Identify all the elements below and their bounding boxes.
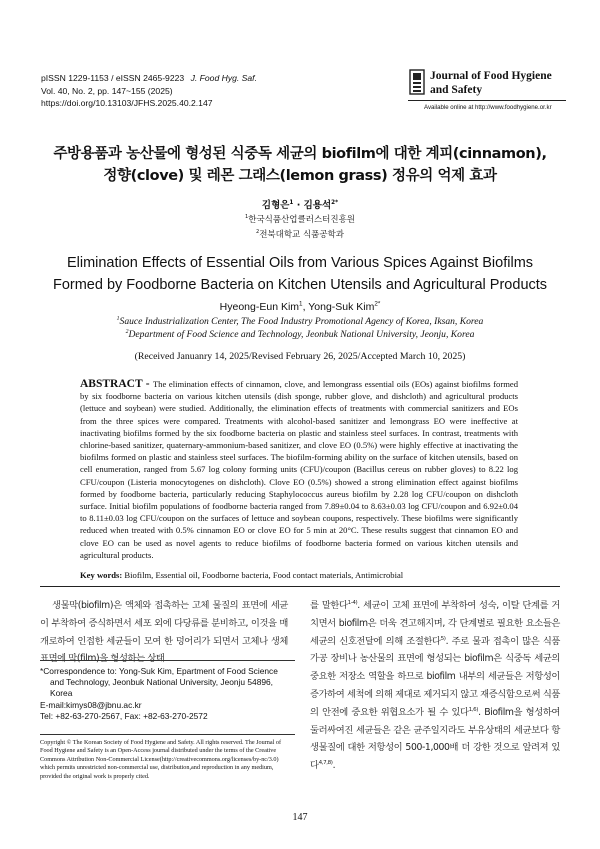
english-author-2-sup: 2* xyxy=(374,300,381,308)
correspondence-line2: and Technology, Jeonbuk National University, Jeonju 54896, xyxy=(50,677,274,688)
correspondence-phone: Tel: +82-63-270-2567, Fax: +82-63-270-2572 xyxy=(40,710,208,721)
keywords-label: Key words: xyxy=(80,570,125,580)
footnote-divider xyxy=(40,660,295,661)
copyright-divider xyxy=(40,734,295,735)
english-aff2-text: Department of Food Science and Technology, Jeonbuk National University, Jeonju, Korea xyxy=(128,328,475,340)
journal-emblem-icon xyxy=(408,69,428,97)
body-left-column: 생물막(biofilm)은 액체와 접촉하는 고체 물질의 표면에 세균이 부착하여 증식하면서 세포 외에 다당류를 분비하고, 이것을 매개로하여 인접한 세균들이 모여 한 덩어리가 되면서 고체나 생체 표면에 막(film)을 형성하는 상태 xyxy=(40,600,288,665)
english-author-sep: , xyxy=(302,301,309,313)
korean-author-1-sup: 1 xyxy=(289,199,294,206)
journal-name-line2: and Safety xyxy=(430,84,483,96)
body-right-text-3: . 주로 물과 접촉이 많은 식품가공 장비나 농산물의 표면에 형성되는 biofilm은 식중독 세균의 중요한 저장소 역할을 하므로 biofilm 내부의 세균들은 저항성이 증가하여 세척에 의해 제대로 제거되지 않고 재증식함으로써 식품의 안전에 중요한 위협요소가 될 수 있다 xyxy=(310,635,560,718)
section-divider xyxy=(40,586,560,587)
korean-affiliation-1 xyxy=(0,213,600,225)
keywords-text: Biofilm, Essential oil, Foodborne bacteria, Food contact materials, Antimicrobial xyxy=(124,570,404,580)
abstract-label: ABSTRACT - xyxy=(80,378,153,390)
korean-author-1: 김형은 xyxy=(261,200,290,211)
korean-author-2-sup: 2* xyxy=(331,199,339,206)
english-affiliation-2 xyxy=(40,329,560,342)
correspondence-line3: Korea xyxy=(50,688,73,699)
logo-divider xyxy=(408,100,566,101)
english-aff1-sup: 1 xyxy=(116,315,120,322)
body-right-text-2: . 세균이 고체 표면에 부착하여 성숙, 이탈 단계를 거치면서 biofilm은 더욱 견고해지며, 각 단계별로 필요한 요소들은 세균의 신호전달에 의해 조절한다 xyxy=(310,600,560,647)
english-authors xyxy=(0,301,600,313)
english-aff2-sup: 2 xyxy=(125,328,129,335)
received-dates: (Received Januanry 14, 2025/Revised February 26, 2025/Accepted March 10, 2025) xyxy=(134,351,466,362)
korean-aff2-text: 전북대학교 식품공학과 xyxy=(259,230,345,240)
citation-ref-2: 5) xyxy=(440,635,446,642)
korean-title xyxy=(40,143,560,187)
english-author-1-sup: 1 xyxy=(299,300,303,308)
journal-name-line1: Journal of Food Hygiene xyxy=(430,70,552,82)
volume-info: Vol. 40, No. 2, pp. 147~155 (2025) xyxy=(41,85,173,96)
journal-abbrev: J. Food Hyg. Saf. xyxy=(190,73,257,83)
correspondence-email[interactable]: E-mail:kimys08@jbnu.ac.kr xyxy=(40,699,142,710)
korean-aff1-sup: 1 xyxy=(245,214,249,221)
page-number: 147 xyxy=(292,812,308,823)
body-right-column xyxy=(310,597,560,775)
english-affiliation-1 xyxy=(40,316,560,329)
english-title-line2: Formed by Foodborne Bacteria on Kitchen Utensils and Agricultural Products xyxy=(52,277,548,293)
english-author-1: Hyeong-Eun Kim xyxy=(219,301,300,313)
citation-ref-4: 4,7,8) xyxy=(318,760,333,767)
english-title xyxy=(40,252,560,296)
issn-line xyxy=(41,72,257,85)
korean-author-sep: · xyxy=(293,200,304,211)
english-affiliations xyxy=(40,316,560,341)
korean-authors xyxy=(0,197,600,211)
available-online[interactable]: Available online at http://www.foodhygiene.or.kr xyxy=(424,104,552,111)
english-author-2: Yong-Suk Kim xyxy=(308,301,375,313)
copyright-notice: Copyright © The Korean Society of Food Hygiene and Safety. All rights reserved. The Journal of Food Hygiene and Safety is an Open-Access journal distributed under the terms of the Creative Commons Attribution Non-Commercial License(http://creativecommons.org/licenses/by-nc/3.0) which permits unrestricted non-commercial use, distribution,and reproduction in any medium, provided the original work is properly cited. xyxy=(40,739,282,780)
journal-meta xyxy=(41,72,257,110)
body-right-text-4: . Biofilm을 형성하여 둘러싸여진 세균들은 같은 균주일지라도 부유상태의 세균보다 항생물질에 대한 저항성이 500-1,000배 더 강한 것으로 알려져 있다 xyxy=(310,706,560,772)
body-right-text-5: . xyxy=(332,760,336,772)
english-title-line1: Elimination Effects of Essential Oils from Various Spices Against Biofilms xyxy=(66,255,534,271)
body-right-text-1: 를 말한다 xyxy=(310,600,348,611)
journal-logo xyxy=(408,67,568,115)
abstract-text: The elimination effects of cinnamon, clove, and lemongrass essential oils (EOs) against biofilms formed by six foodborne bacteria on various kitchen utensils (dish sponge, rubber glove, and dishcloth) and agricultural products (lettuce and soybean) were studied. Additionally, the elimination effects of treatments with commercial sanitizers and EOs from the three spices were compared. Treatments with alcohol-based sanitizer and lemongrass EO were ineffective at inactivating biofilms formed by the six foodborne bacteria on plastic and stainless steel surfaces. In contrast, treatments with chlorine-based sanitizer, quaternary-ammonium-based sanitizer, and clove EO (0.5%) were highly effective at inactivating the biofilms formed on plastic and stainless steel surfaces. The biofilm-forming ability on the surface of kitchen utensils, based on cell enumeration, ranged from 5.67 log colony forming units (CFU)/coupon (Bacillus cereus on rubber gloves) to 8.22 log CFU/coupon (Listeria monocytogenes on dishcloth). Clove EO (0.5%) showed a strong elimination effect against biofilms formed by foodborne bacteria, particularly reducing Staphylococcus aureus biofilm by 2.28 log CFU/coupon on dishcloth surface. Initial biofilm populations of foodborne bacteria ranged from 7.89±0.04 to 8.63±0.03 log CFU/coupon and 6.92±0.04 to 8.11±0.03 log CFU/coupon on the surfaces of lettuce and soybean coupons, respectively. These biofilms were significantly reduced when treated with 0.5% cinnamon EO or clove EO for 5 min at 20°C. These results suggest that cinnamon EO and clove EO can be used as novel agents to reduce biofilms of foodborne bacteria formed on various kitchen utensils and agricultural products. xyxy=(80,379,519,560)
korean-author-2: 김용석 xyxy=(303,200,332,211)
korean-affiliation-2 xyxy=(0,228,600,240)
abstract xyxy=(80,378,518,561)
korean-title-line2: 정향(clove) 및 레몬 그래스(lemon grass) 정유의 억제 효과 xyxy=(103,168,497,184)
korean-title-line1: 주방용품과 농산물에 형성된 식중독 세균의 biofilm에 대한 계피(cinnamon), xyxy=(53,146,547,162)
issn: pISSN 1229-1153 / eISSN 2465-9223 xyxy=(41,73,185,83)
keywords xyxy=(80,570,518,580)
english-aff1-text: Sauce Industrialization Center, The Food Industry Promotional Agency of Korea, Iksan, Korea xyxy=(119,316,484,327)
citation-ref-1: 1-4) xyxy=(347,599,358,606)
korean-aff1-text: 한국식품산업클러스터진흥원 xyxy=(248,215,355,225)
doi-link[interactable]: https://doi.org/10.13103/JFHS.2025.40.2.147 xyxy=(41,98,213,108)
korean-aff2-sup: 2 xyxy=(255,229,260,236)
correspondence-line1: *Correspondence to: Yong-Suk Kim, Epartment of Food Science xyxy=(40,666,278,676)
correspondence xyxy=(40,666,295,722)
citation-ref-3: 1,6) xyxy=(468,706,479,713)
